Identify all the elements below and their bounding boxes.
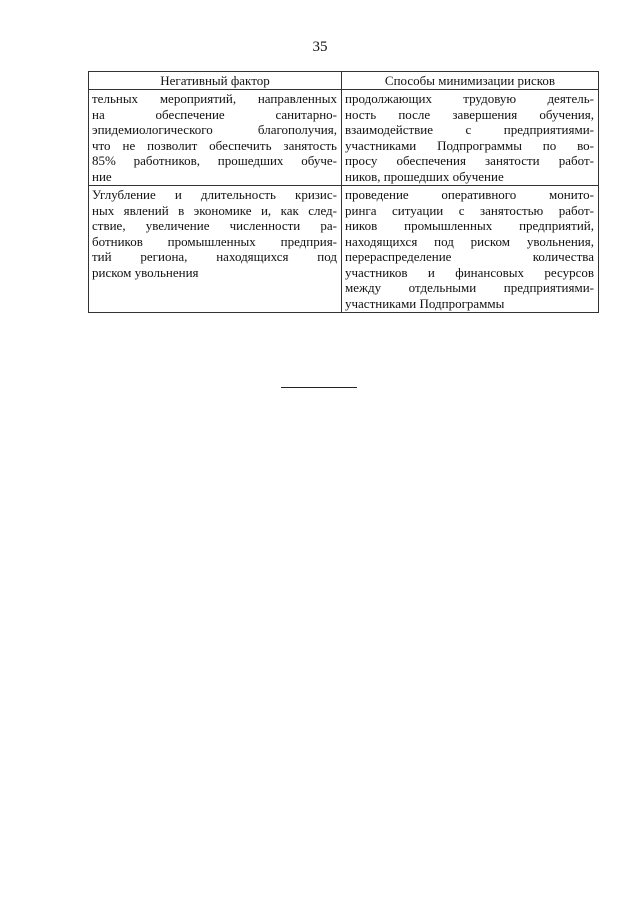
text-line: ность после завершения обучения, <box>345 106 594 122</box>
text-line: участниками Подпрограммы по во- <box>345 137 594 153</box>
end-of-document-rule <box>281 387 357 388</box>
table-header-row <box>89 72 599 90</box>
text-line: ников, прошедших обучение <box>345 168 504 184</box>
text-line: перераспределение количества <box>345 249 594 264</box>
text-line: ствие, увеличение численности ра- <box>92 218 337 233</box>
text-line: находящихся под риском увольнения, <box>345 233 594 249</box>
table-row <box>89 186 599 313</box>
text-line: ботников промышленных предприя- <box>92 233 337 249</box>
text-line: на обеспечение санитарно- <box>92 106 337 122</box>
text-line: ников промышленных предприятий, <box>345 218 594 233</box>
text-line: проведение оперативного монито- <box>345 187 594 202</box>
text-line: ных явлений в экономике и, как след- <box>92 202 337 218</box>
mitigation-cell <box>342 186 599 313</box>
header-risk-mitigation: Способы минимизации рисков <box>342 72 599 90</box>
header-negative-factor: Негативный фактор <box>89 72 342 90</box>
text-line: взаимодействие с предприятиями- <box>345 122 594 137</box>
factor-cell <box>89 186 342 313</box>
text-line: ние <box>92 168 112 184</box>
text-line: продолжающих трудовую деятель- <box>345 91 594 106</box>
text-line: тий региона, находящихся под <box>92 249 337 264</box>
page-number: 35 <box>312 39 328 55</box>
text-line: между отдельными предприятиями- <box>345 280 594 295</box>
factor-cell <box>89 90 342 186</box>
text-line: эпидемиологического благополучия, <box>92 122 337 137</box>
text-line: 85% работников, прошедших обуче- <box>92 153 337 168</box>
table-row <box>89 90 599 186</box>
text-line: просу обеспечения занятости работ- <box>345 153 594 168</box>
text-line: тельных мероприятий, направленных <box>92 91 337 106</box>
mitigation-cell <box>342 90 599 186</box>
text-line: риском увольнения <box>92 264 199 280</box>
text-line: Углубление и длительность кризис- <box>92 187 337 202</box>
text-line: что не позволит обеспечить занятость <box>92 137 337 153</box>
text-line: участниками Подпрограммы <box>345 295 505 311</box>
risk-table <box>88 71 599 313</box>
text-line: ринга ситуации с занятостью работ- <box>345 202 594 218</box>
text-line: участников и финансовых ресурсов <box>345 264 594 280</box>
